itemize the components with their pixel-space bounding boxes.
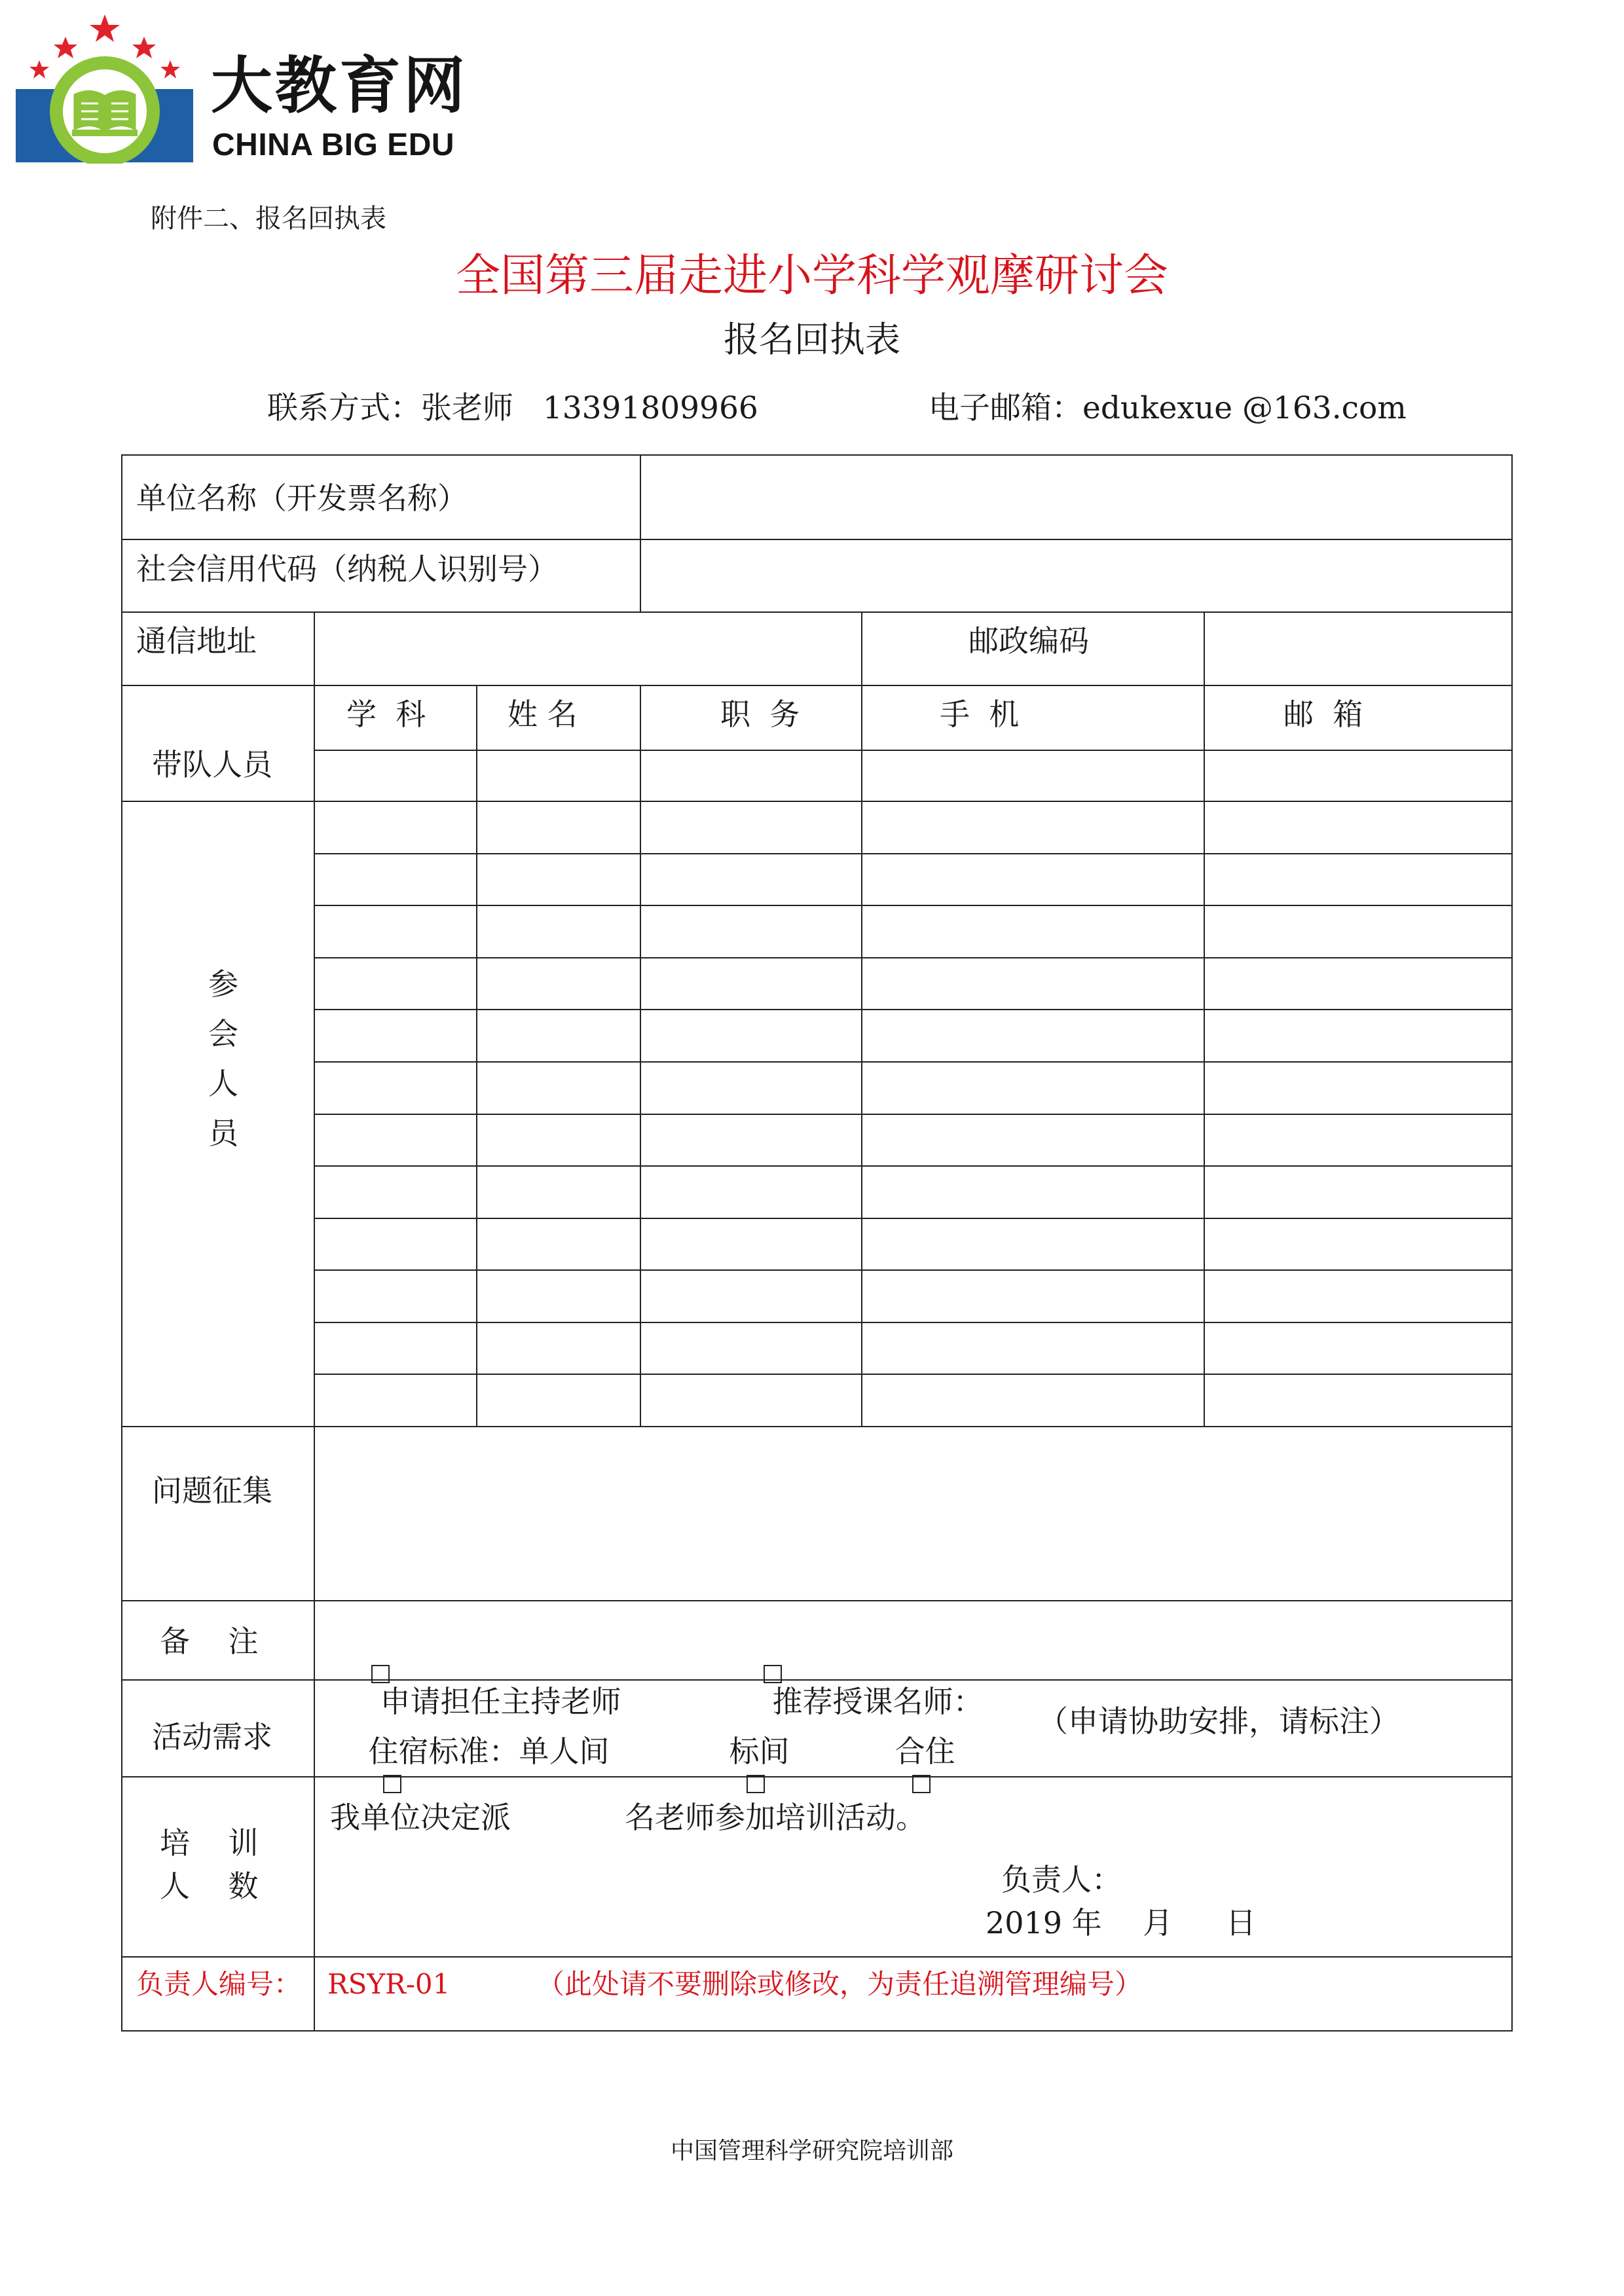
recommend-teacher-label: 推荐授课名师：	[772, 1684, 984, 1719]
responsible-label: 负责人：	[1001, 1862, 1122, 1897]
logo-name-en: CHINA BIG EDU	[212, 128, 455, 162]
column-subject: 学 科	[346, 697, 426, 732]
logo-name-cn: 大教育网	[211, 50, 468, 122]
single-room-checkbox[interactable]	[383, 1775, 401, 1793]
participant-row-line	[314, 1165, 1513, 1167]
standard-room-checkbox[interactable]	[747, 1775, 765, 1793]
training-label-1: 培 训	[160, 1825, 259, 1861]
date-day: 日	[1226, 1905, 1256, 1941]
team-leader-label: 带队人员	[152, 747, 272, 782]
shared-room-checkbox[interactable]	[912, 1775, 931, 1793]
accommodation-note: （申请协助安排，请标注）	[1038, 1704, 1399, 1739]
standard-room-label: 标间	[729, 1734, 790, 1769]
code-note: （此处请不要删除或修改，为责任追溯管理编号）	[537, 1968, 1143, 2000]
participant-row-line	[314, 905, 1513, 906]
date-month: 月	[1143, 1905, 1173, 1941]
participant-row-line	[314, 1009, 1513, 1010]
host-teacher-label: 申请担任主持老师	[380, 1684, 621, 1719]
code-value: RSYR-01	[327, 1968, 451, 2000]
participants-label-3: 人	[208, 1066, 238, 1101]
host-teacher-checkbox[interactable]	[371, 1665, 390, 1683]
footer-org: 中国管理科学研究院培训部	[670, 2138, 953, 2164]
participants-label-4: 员	[208, 1116, 238, 1151]
remarks-label: 备 注	[160, 1624, 259, 1659]
code-label: 负责人编号：	[136, 1968, 302, 2000]
participant-row-line	[314, 1061, 1513, 1063]
postcode-label: 邮政编码	[969, 623, 1089, 659]
document-subtitle: 报名回执表	[724, 319, 900, 360]
participant-row-line	[314, 1269, 1513, 1271]
shared-room-label: 合住	[895, 1734, 955, 1769]
recommend-teacher-checkbox[interactable]	[764, 1665, 782, 1683]
address-label: 通信地址	[136, 623, 257, 659]
activity-label: 活动需求	[152, 1719, 272, 1755]
date-year: 2019 年	[986, 1905, 1102, 1941]
training-text-b: 名老师参加培训活动。	[625, 1800, 926, 1835]
accommodation-prefix: 住宿标准：单人间	[368, 1734, 610, 1769]
training-label-2: 人 数	[160, 1868, 259, 1904]
document-title: 全国第三届走进小学科学观摩研讨会	[455, 250, 1168, 302]
column-position: 职 务	[720, 697, 800, 732]
participants-label-2: 会	[208, 1016, 238, 1051]
participant-row-line	[314, 1114, 1513, 1115]
column-email: 邮 箱	[1283, 697, 1363, 732]
attachment-label: 附件二、报名回执表	[151, 204, 386, 234]
email-info: 电子邮箱：edukexue @163.com	[929, 390, 1407, 426]
participant-row-line	[314, 1218, 1513, 1219]
column-phone: 手 机	[940, 697, 1020, 732]
org-name-label: 单位名称（开发票名称）	[136, 481, 468, 516]
participants-label-1: 参	[208, 966, 238, 1002]
participant-row-line	[314, 957, 1513, 958]
questions-label: 问题征集	[152, 1473, 272, 1508]
participant-row-line	[314, 1374, 1513, 1375]
credit-code-label: 社会信用代码（纳税人识别号）	[136, 551, 558, 587]
contact-info: 联系方式：张老师 13391809966	[267, 390, 758, 426]
training-text-a: 我单位决定派	[330, 1800, 511, 1835]
column-name: 姓 名	[507, 697, 578, 732]
participant-row-line	[314, 1322, 1513, 1323]
participant-row-line	[314, 853, 1513, 854]
